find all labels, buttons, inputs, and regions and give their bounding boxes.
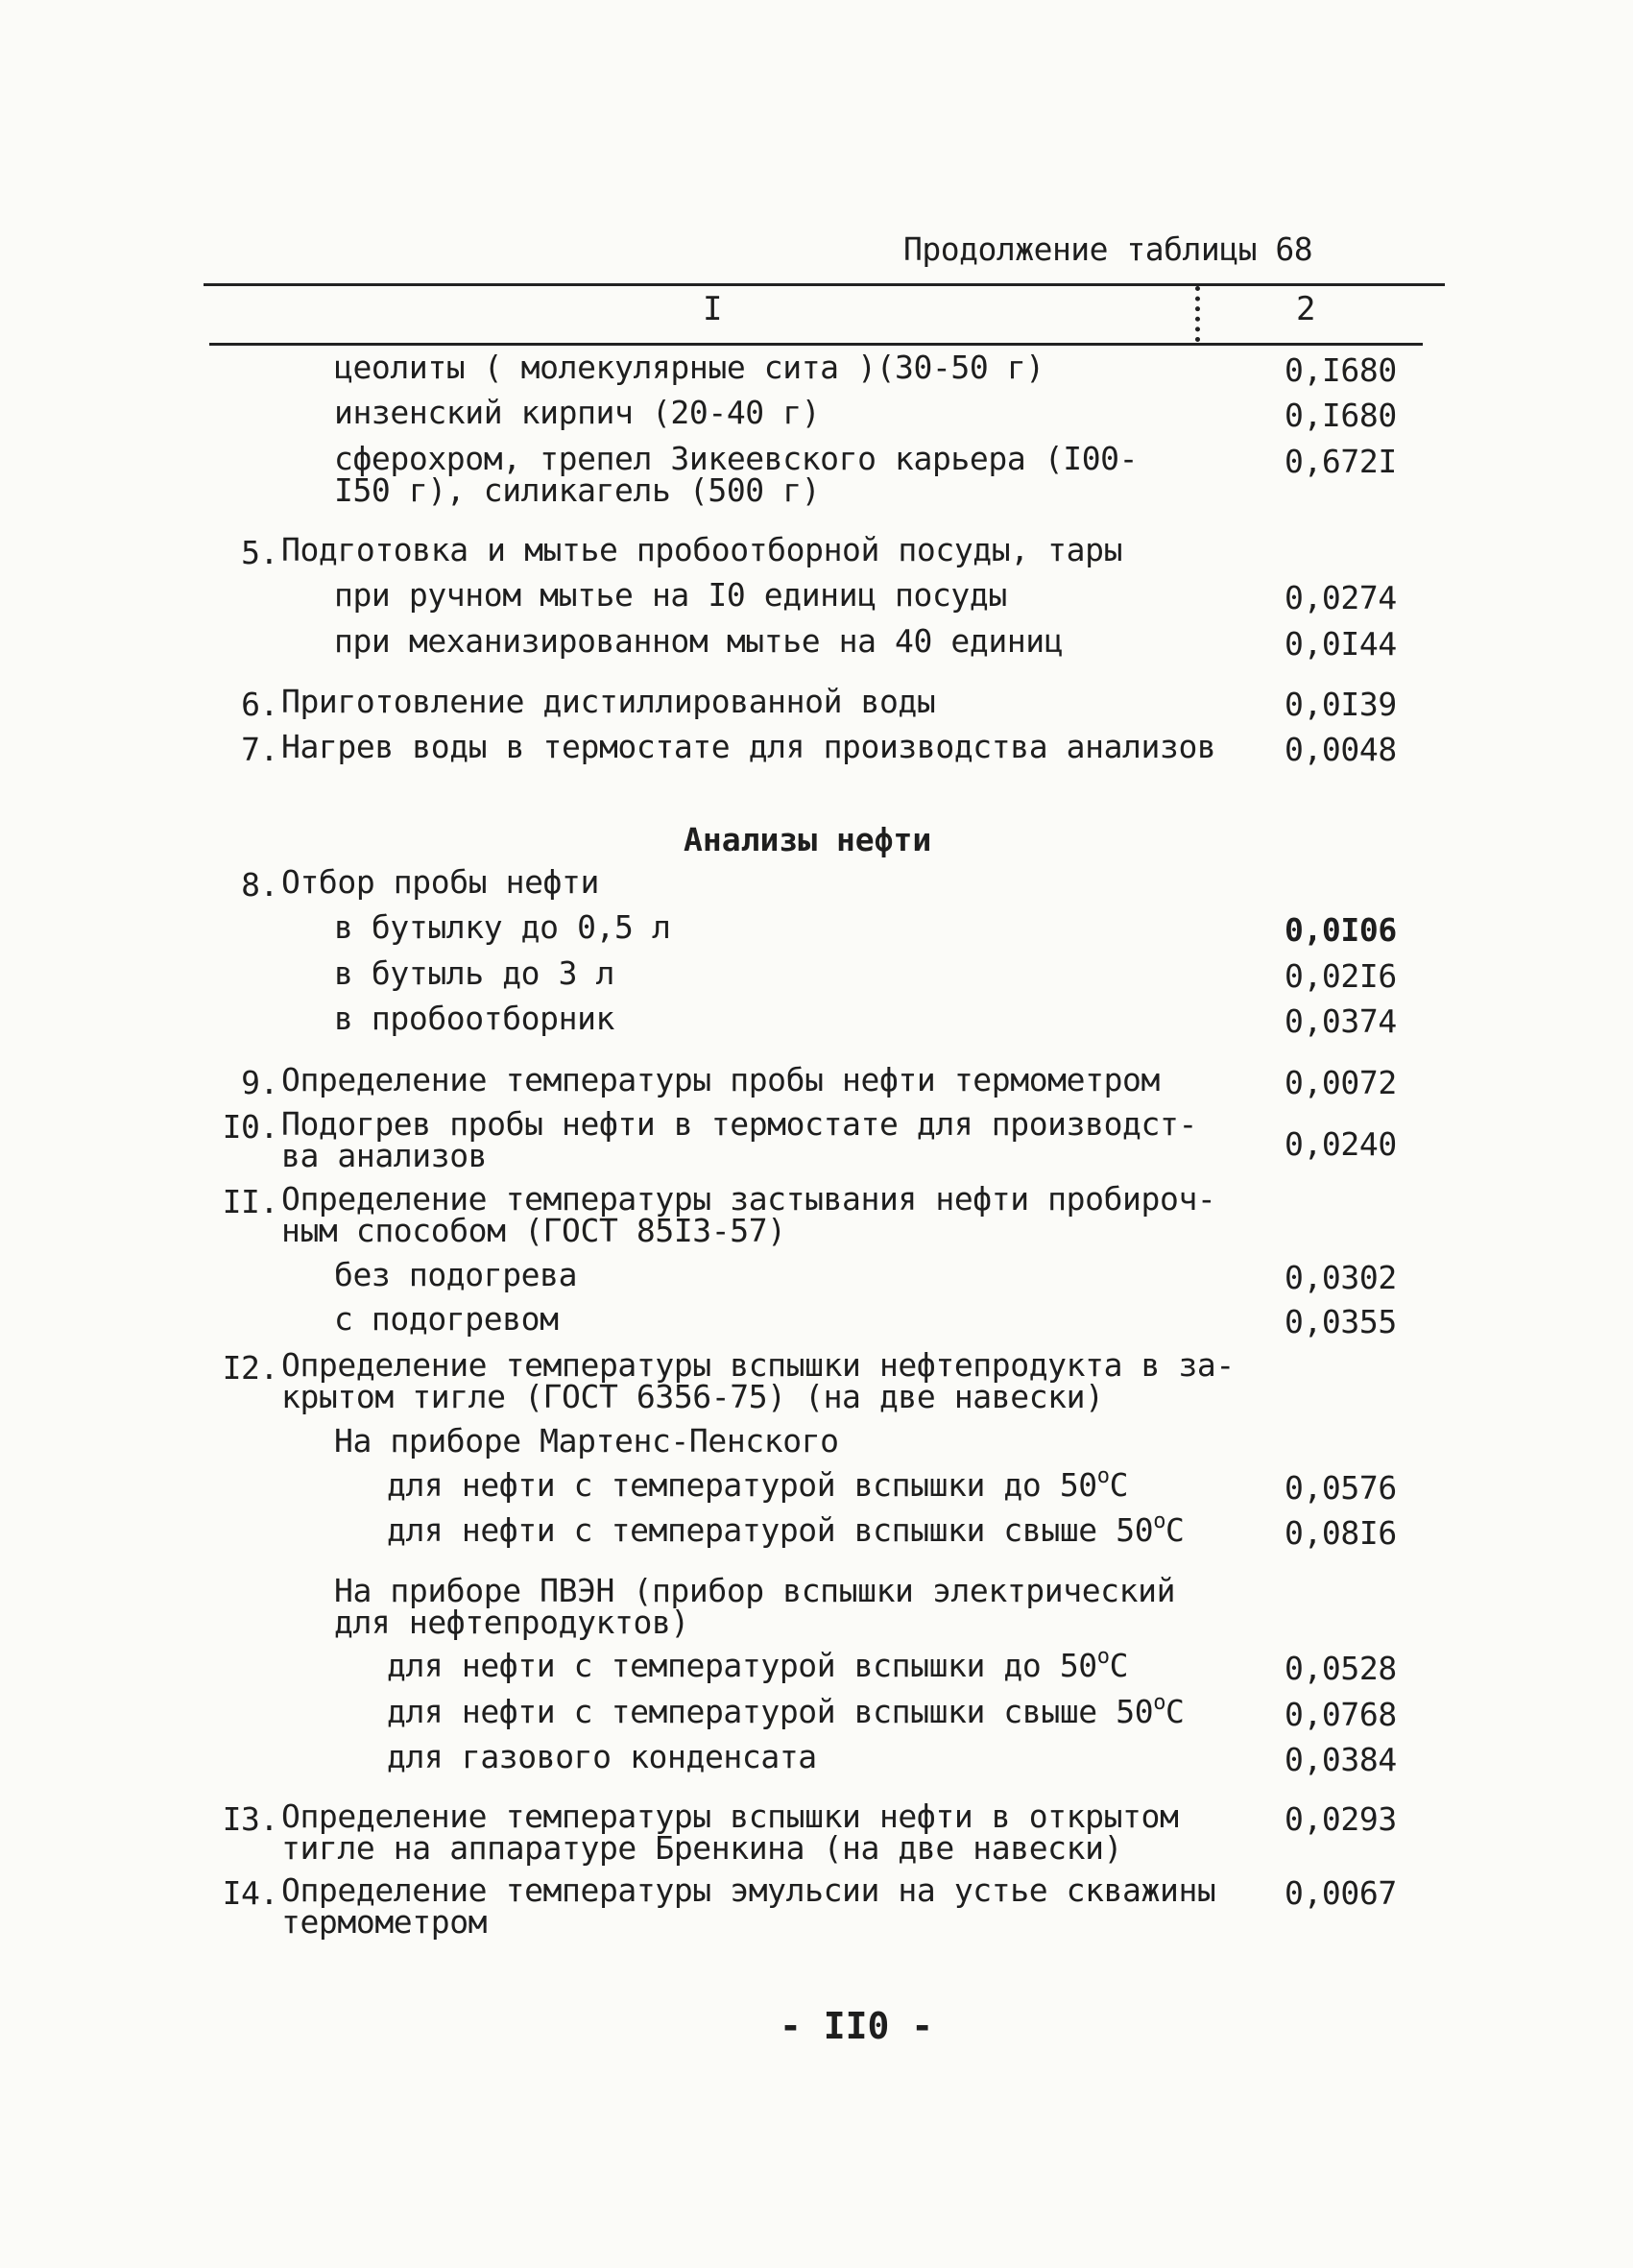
row-value: 0,I680 bbox=[1285, 397, 1397, 434]
degree-mark: o bbox=[1153, 1509, 1166, 1533]
row-value: 0,0072 bbox=[1285, 1064, 1397, 1101]
celsius-unit: C bbox=[1165, 1693, 1185, 1730]
row-number: 5. bbox=[241, 534, 278, 571]
column-1-header: I bbox=[703, 290, 723, 328]
degree-mark: o bbox=[1096, 1464, 1110, 1488]
celsius-unit: C bbox=[1165, 1511, 1185, 1549]
row-value: 0,0293 bbox=[1285, 1800, 1397, 1838]
row-text-main: для нефти с температурой вспышки до 50 bbox=[387, 1647, 1097, 1684]
row-text-continued: ва анализов bbox=[281, 1137, 488, 1174]
degree-mark: o bbox=[1153, 1691, 1166, 1715]
row-value: 0,0374 bbox=[1285, 1002, 1397, 1040]
row-text bbox=[387, 1645, 1129, 1684]
row-text: На приборе Мартенс-Пенского bbox=[334, 1422, 839, 1460]
row-text bbox=[387, 1509, 1185, 1549]
row-number: I3. bbox=[222, 1800, 278, 1838]
row-text: Подготовка и мытье пробоотборной посуды, тары bbox=[281, 531, 1123, 568]
row-text: На приборе ПВЭН (прибор вспышки электрический bbox=[334, 1572, 1176, 1609]
row-value: 0,0I39 bbox=[1285, 686, 1397, 723]
page-number: - II0 - bbox=[780, 2005, 934, 2047]
row-text: в бутыль до 3 л bbox=[334, 954, 615, 992]
row-text: Определение температуры вспышки нефти в открытом bbox=[281, 1798, 1179, 1835]
row-value: 0,I680 bbox=[1285, 351, 1397, 389]
row-value: 0,0302 bbox=[1285, 1259, 1397, 1296]
row-text-continued: ным способом (ГОСТ 85I3-57) bbox=[281, 1212, 786, 1249]
row-text: инзенский кирпич (20-40 г) bbox=[334, 394, 821, 431]
row-value: 0,0274 bbox=[1285, 579, 1397, 616]
row-text: для газового конденсата bbox=[387, 1738, 817, 1775]
row-text: Определение температуры пробы нефти термометром bbox=[281, 1061, 1160, 1098]
row-text-main: для нефти с температурой вспышки свыше 50 bbox=[387, 1511, 1154, 1549]
row-text: Отбор пробы нефти bbox=[281, 863, 599, 901]
row-number: 7. bbox=[241, 731, 278, 768]
row-text: Нагрев воды в термостате для производства анализов bbox=[281, 728, 1216, 765]
row-text: Определение температуры эмульсии на устье скважины bbox=[281, 1871, 1216, 1909]
row-value: 0,0576 bbox=[1285, 1469, 1397, 1507]
celsius-unit: C bbox=[1109, 1466, 1129, 1504]
row-number: 6. bbox=[241, 686, 278, 723]
row-text: при механизированном мытье на 40 единиц bbox=[334, 622, 1064, 660]
row-value: 0,0240 bbox=[1285, 1125, 1397, 1163]
row-value: 0,0I44 bbox=[1285, 625, 1397, 663]
row-text: с подогревом bbox=[334, 1300, 559, 1338]
row-value: 0,0067 bbox=[1285, 1874, 1397, 1912]
row-text-main: для нефти с температурой вспышки свыше 50 bbox=[387, 1693, 1154, 1730]
row-text: в пробоотборник bbox=[334, 1000, 615, 1037]
row-text-main: для нефти с температурой вспышки до 50 bbox=[387, 1466, 1097, 1504]
row-value: 0,08I6 bbox=[1285, 1514, 1397, 1552]
row-text: Определение температуры застывания нефти пробироч- bbox=[281, 1180, 1216, 1218]
row-text: Подогрев пробы нефти в термостате для производст- bbox=[281, 1105, 1197, 1143]
row-number: I0. bbox=[222, 1108, 278, 1146]
row-text: сферохром, трепел Зикеевского карьера (I00- bbox=[334, 440, 1139, 477]
row-value: 0,672I bbox=[1285, 443, 1397, 480]
column-2-header: 2 bbox=[1296, 290, 1316, 328]
row-number: I2. bbox=[222, 1349, 278, 1387]
section-title: Анализы нефти bbox=[684, 821, 932, 858]
row-value: 0,0355 bbox=[1285, 1303, 1397, 1340]
table-top-rule bbox=[204, 283, 1445, 286]
celsius-unit: C bbox=[1109, 1647, 1129, 1684]
row-number: 8. bbox=[241, 866, 278, 904]
row-text: Определение температуры вспышки нефтепродукта в за- bbox=[281, 1346, 1235, 1384]
row-text: без подогрева bbox=[334, 1256, 578, 1293]
row-text: при ручном мытье на I0 единиц посуды bbox=[334, 576, 1007, 614]
row-value: 0,0384 bbox=[1285, 1741, 1397, 1778]
row-text: Приготовление дистиллированной воды bbox=[281, 683, 936, 720]
row-text-continued: для нефтепродуктов) bbox=[334, 1604, 689, 1641]
row-text-continued: тигле на аппаратуре Бренкина (на две навески) bbox=[281, 1829, 1123, 1867]
row-text bbox=[387, 1464, 1129, 1504]
row-number: II. bbox=[222, 1183, 278, 1220]
row-text-continued: термометром bbox=[281, 1903, 488, 1941]
row-value: 0,02I6 bbox=[1285, 957, 1397, 995]
row-text bbox=[387, 1691, 1185, 1730]
degree-mark: o bbox=[1096, 1645, 1110, 1669]
table-caption: Продолжение таблицы 68 bbox=[903, 230, 1313, 268]
row-text-continued: крытом тигле (ГОСТ 6356-75) (на две навески) bbox=[281, 1378, 1104, 1415]
row-text: в бутылку до 0,5 л bbox=[334, 908, 671, 946]
row-value: 0,0768 bbox=[1285, 1696, 1397, 1733]
row-text-continued: I50 г), силикагель (500 г) bbox=[334, 471, 821, 509]
row-number: I4. bbox=[222, 1874, 278, 1912]
column-separator bbox=[1195, 286, 1200, 342]
row-value: 0,0528 bbox=[1285, 1650, 1397, 1687]
row-text: цеолиты ( молекулярные сита )(30-50 г) bbox=[334, 349, 1045, 386]
row-number: 9. bbox=[241, 1064, 278, 1101]
row-value: 0,0I06 bbox=[1285, 911, 1397, 949]
row-value: 0,0048 bbox=[1285, 731, 1397, 768]
table-header-rule bbox=[209, 343, 1423, 346]
